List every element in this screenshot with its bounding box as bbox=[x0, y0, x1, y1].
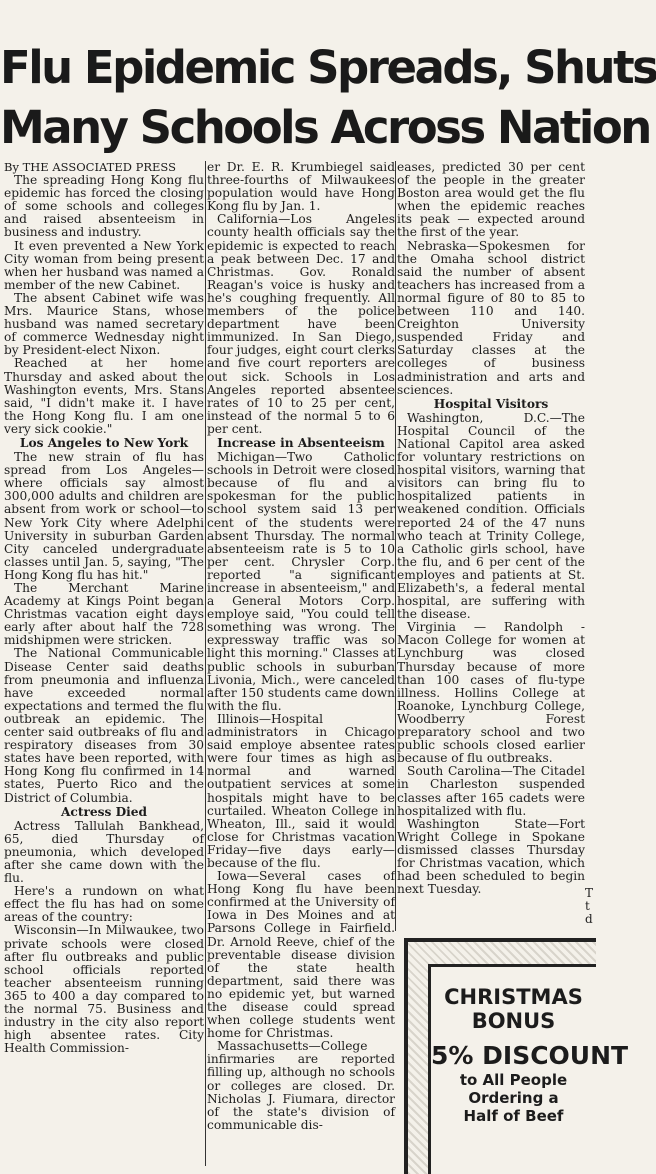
paragraph: eases, predicted 30 per cent of the people in the greater Boston area would get the flu when the epidemic reaches its peak — expected around the first of the year. bbox=[397, 160, 585, 240]
ad-line-2: Ordering a bbox=[468, 1089, 559, 1107]
paragraph: Actress Tallulah Bankhead, 65, died Thursday of pneumonia, which developed after she came down with the flu. bbox=[4, 818, 204, 886]
edge-fragment: T bbox=[585, 886, 594, 900]
subheading: Actress Died bbox=[60, 804, 148, 819]
edge-fragment: d bbox=[585, 912, 593, 926]
article-column-1 bbox=[4, 161, 204, 1166]
article-column-3 bbox=[397, 161, 585, 931]
paragraph: The new strain of flu has spread from Los Angeles—where officials say almost 300,000 adults and children are absent from work or school—to New York City where Adelphi University in suburban Garden City canceled undergraduate classes until Jan. 5, saying, "The Hong Kong flu has hit." bbox=[4, 450, 204, 582]
ad-title-line-2: BONUS bbox=[471, 1009, 556, 1033]
article-column-2 bbox=[207, 161, 395, 1166]
paragraph: The National Communicable Disease Center said deaths from pneumonia and influenza have exceeded normal expectations and termed the flu outbreak an epidemic. The center said outbreaks of flu and respiratory diseases from 30 states have been reported, with Hong Kong flu confirmed in 14 states, Puerto Rico and the District of Columbia. bbox=[4, 646, 204, 805]
paragraph: Michigan—Two Catholic schools in Detroit were closed because of flu and a spokesman for the public school system said 13 per cent of the students were absent Thursday. The normal absenteeism rate is 5 to 10 per cent. Chrysler Corp. reported "a significant increase in absenteeism," and a General Motors Corp. employe said, "You could tell something was wrong. The expressway traffic was so light this morning." Classes at public schools in suburban Livonia, Mich., were canceled after 150 students came down with the flu. bbox=[207, 450, 395, 713]
paragraph: Illinois—Hospital administrators in Chicago said employe absentee rates were four times as high as normal and warned outpatient services at some hospitals might have to be curtailed. Wheaton College in Wheaton, Ill., said it would close for Christmas vacation Friday—five days early—because of the flu. bbox=[207, 711, 395, 870]
paragraph: The spreading Hong Kong flu epidemic has forced the closing of some schools and colleges and raised absenteeism in business and industry. bbox=[4, 173, 204, 240]
ad-line-1: to All People bbox=[459, 1071, 568, 1089]
advertisement bbox=[404, 938, 629, 1174]
paragraph: Massachusetts—College infirmaries are reported filling up, although no schools or colleges are closed. Dr. Nicholas J. Fiumara, director of the state's division of communicable dis- bbox=[207, 1039, 395, 1132]
headline bbox=[0, 38, 656, 158]
ad-discount: 5% DISCOUNT bbox=[431, 1041, 629, 1070]
ad-line-3: Half of Beef bbox=[463, 1107, 564, 1125]
paragraph: South Carolina—The Citadel in Charleston suspended classes after 165 cadets were hospitalized with flu. bbox=[397, 764, 585, 818]
advertisement-panel bbox=[428, 964, 629, 1174]
byline: By THE ASSOCIATED PRESS bbox=[4, 160, 176, 174]
paragraph: It even prevented a New York City woman from being present when her husband was named a member of the new Cabinet. bbox=[4, 238, 204, 292]
paragraph: Washington State—Fort Wright College in Spokane dismissed classes Thursday for Christmas vacation, which had been scheduled to begin next Tuesday. bbox=[397, 816, 585, 897]
paragraph: Wisconsin—In Milwaukee, two private schools were closed after flu outbreaks and public school officials reported teacher absenteeism running 365 to 400 a day compared to the normal 75. Business and industry in the city also report high absentee rates. City Health Commission- bbox=[4, 923, 204, 1056]
column-rule bbox=[205, 161, 206, 1166]
paragraph: er Dr. E. R. Krumbiegel said three-fourths of Milwaukees population would have Hong Kong flu by Jan. 1. bbox=[207, 160, 395, 214]
headline-line-2: Many Schools Across Nation bbox=[0, 101, 650, 154]
subheading: Increase in Absenteeism bbox=[217, 435, 385, 450]
paragraph: Iowa—Several cases of Hong Kong flu have been confirmed at the University of Iowa in Des Moines and at Parsons College in Fairfield. Dr. Arnold Reeve, chief of the preventable disease division of the state health department, said there was no epidemic yet, but warned the disease could spread when college students went home for Christmas. bbox=[207, 869, 395, 1041]
paragraph: California—Los Angeles county health officials say the epidemic is expected to reach a peak between Dec. 17 and Christmas. Gov. Ronald Reagan's voice is husky and he's coughing frequently. All members of the police department have been immunized. In San Diego, four judges, eight court clerks and five court reporters are out sick. Schools in Los Angeles reported absentee rates of 10 to 25 per cent, instead of the normal 5 to 6 per cent. bbox=[207, 212, 395, 436]
paragraph: Here's a rundown on what effect the flu has had on some areas of the country: bbox=[4, 884, 204, 925]
subheading: Hospital Visitors bbox=[433, 396, 549, 411]
ad-title-line-1: CHRISTMAS bbox=[444, 985, 583, 1009]
paragraph: Virginia — Randolph - Macon College for women at Lynchburg was closed Thursday because of more than 100 cases of flu-type illness. Hollins College at Roanoke, Lynchburg College, Woodberry Forest preparatory school and two public schools closed earlier because of flu outbreaks. bbox=[397, 620, 585, 766]
paragraph: Reached at her home Thursday and asked about the Washington events, Mrs. Stans said, "I didn't make it. I have the Hong Kong flu. I am one very sick cookie." bbox=[4, 356, 204, 436]
column-rule bbox=[395, 161, 396, 931]
paragraph: Washington, D.C.—The Hospital Council of the National Capitol area asked for voluntary restrictions on hospital visitors, warning that visitors can bring flu to hospitalized patients in weakened condition. Officials reported 24 of the 47 nuns who teach at Trinity College, a Catholic girls school, have the flu, and 6 per cent of the employes and patients at St. Elizabeth's, a federal mental hospital, are suffering with the disease. bbox=[397, 410, 585, 622]
paragraph: The Merchant Marine Academy at Kings Point began Christmas vacation eight days early after about half the 728 midshipmen were stricken. bbox=[4, 581, 204, 648]
edge-fragment: t bbox=[585, 899, 590, 913]
ad-title bbox=[431, 985, 596, 1033]
paragraph: The absent Cabinet wife was Mrs. Maurice Stans, whose husband was named secretary of commerce Wednesday night by President-elect Nixon. bbox=[4, 290, 204, 358]
paragraph: Nebraska—Spokesmen for the Omaha school district said the number of absent teachers has increased from a normal figure of 80 to 85 to between 110 and 140. Creighton University suspended Friday and Saturday classes at the colleges of business administration and arts and sciences. bbox=[397, 238, 585, 397]
headline-line-1: Flu Epidemic Spreads, Shuts bbox=[0, 41, 656, 94]
subheading: Los Angeles to New York bbox=[19, 435, 189, 450]
